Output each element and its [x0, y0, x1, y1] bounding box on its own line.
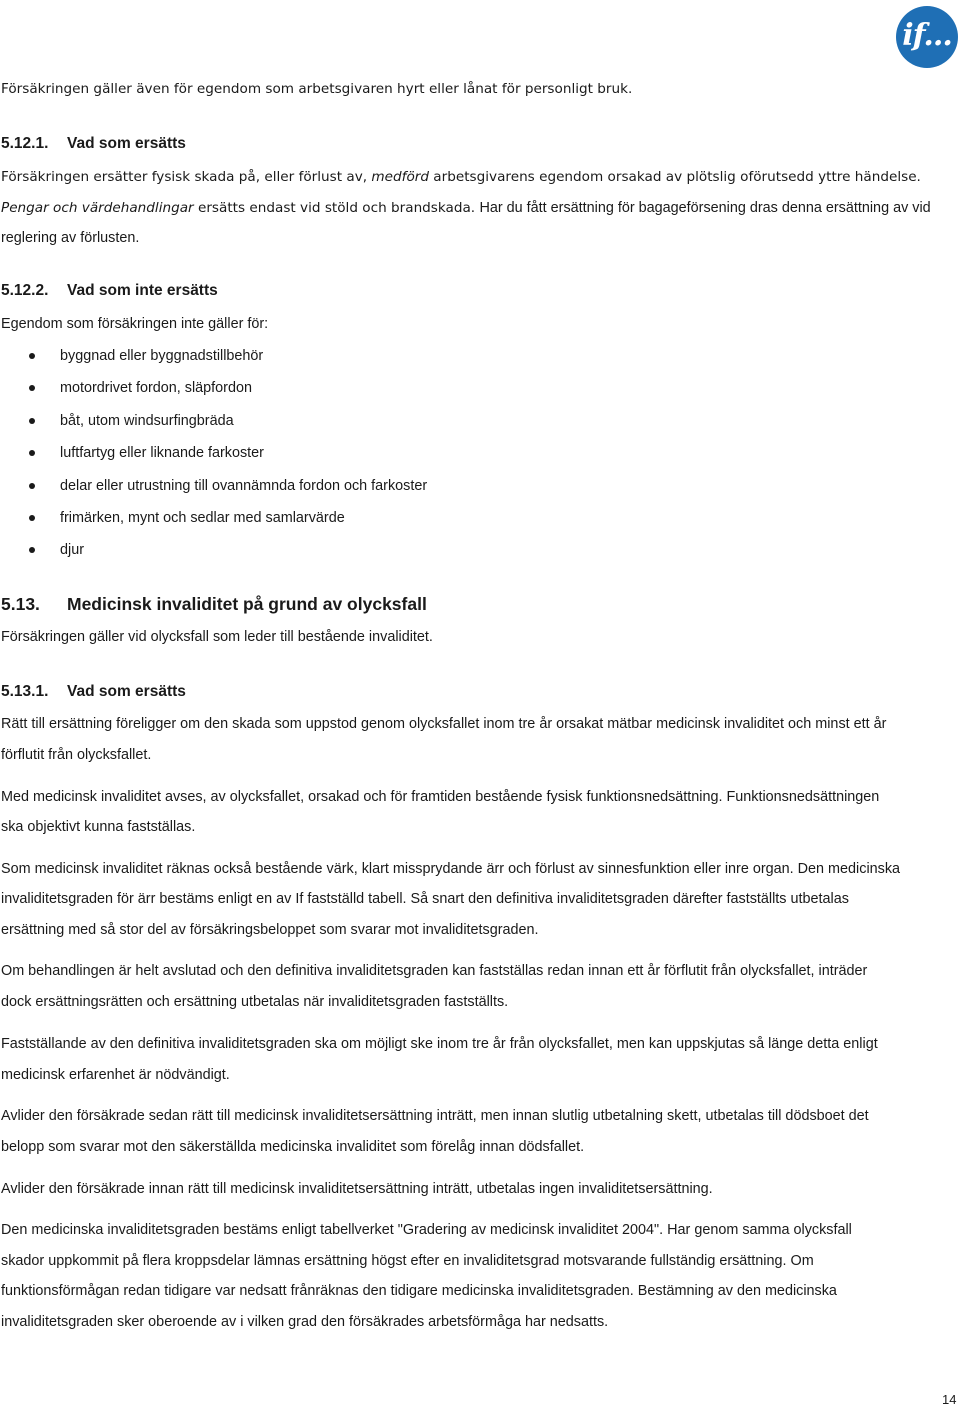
- paragraph-line: Som medicinsk invaliditet räknas också bestående värk, klart missprydande ärr och förlust av sinnesfunktion eller inre organ. Den medicinska: [1, 861, 901, 877]
- paragraph-line: ska objektivt kunna fastställas.: [1, 819, 196, 835]
- paragraph-line: funktionsförmågan redan tidigare var nedsatt frånräknas den tidigare medicinska invaliditetsgraden. Bestämning av den medicinska: [1, 1283, 837, 1299]
- paragraph-line: [1, 199, 931, 217]
- section-number: 5.13.: [1, 594, 40, 614]
- paragraph-line: belopp som svarar mot den säkerställda medicinska invaliditet som förelåg innan dödsfallet.: [1, 1139, 585, 1155]
- paragraph-line: ersättning med så stor del av försäkringsbeloppet som svarar mot invaliditetsgraden.: [1, 922, 539, 938]
- list-item-text: båt, utom windsurfingbräda: [60, 413, 234, 429]
- paragraph-line: [1, 168, 921, 186]
- paragraph-line: förflutit från olycksfallet.: [1, 747, 152, 763]
- section-5-12-1-heading: [1, 134, 186, 154]
- paragraph-line: Försäkringen gäller vid olycksfall som leder till bestående invaliditet.: [1, 629, 433, 645]
- section-title: Vad som ersätts: [67, 135, 186, 152]
- list-item-text: djur: [60, 542, 84, 558]
- paragraph-line: dock ersättningsrätten och ersättning utbetalas när invaliditetsgraden fastställts.: [1, 994, 509, 1010]
- bullet-icon: [29, 547, 35, 553]
- intro-text: Försäkringen gäller även för egendom som arbetsgivaren hyrt eller lånat för personligt bruk.: [1, 81, 633, 97]
- paragraph-line: Med medicinsk invaliditet avses, av olycksfallet, orsakad och för framtiden bestående fysisk funktionsnedsättning. Funktionsnedsättningen: [1, 789, 880, 805]
- section-number: 5.13.1.: [1, 683, 49, 700]
- list-item-text: motordrivet fordon, släpfordon: [60, 380, 252, 396]
- list-item-text: byggnad eller byggnadstillbehör: [60, 348, 264, 364]
- bullet-icon: [29, 450, 35, 456]
- list-intro: Egendom som försäkringen inte gäller för:: [1, 316, 269, 332]
- italic-text: medförd: [371, 169, 429, 185]
- paragraph-line: Om behandlingen är helt avslutad och den definitiva invaliditetsgraden kan fastställas redan innan ett år förflutit från olycksfallet, inträder: [1, 963, 868, 979]
- list-item-text: frimärken, mynt och sedlar med samlarvärde: [60, 510, 345, 526]
- paragraph-line: Rätt till ersättning föreligger om den skada som uppstod genom olycksfallet inom tre år orsakat mätbar medicinsk invaliditet och minst ett år: [1, 716, 887, 732]
- list-item-text: delar eller utrustning till ovannämnda fordon och farkoster: [60, 478, 428, 494]
- section-5-13-heading: [1, 594, 427, 614]
- text-run: Har du fått ersättning för bagageförsening dras denna ersättning av vid: [479, 200, 931, 216]
- section-title: Medicinsk invaliditet på grund av olycksfall: [67, 594, 427, 614]
- paragraph-line: Avlider den försäkrade sedan rätt till medicinsk invaliditetsersättning inträtt, men innan slutlig utbetalning skett, utbetalas till dödsboet det: [1, 1108, 869, 1124]
- bullet-icon: [29, 515, 35, 521]
- section-title: Vad som inte ersätts: [67, 282, 218, 299]
- bullet-icon: [29, 418, 35, 424]
- paragraph-line: invaliditetsgraden sker oberoende av i vilken grad den försäkrades arbetsförmåga har nedsatts.: [1, 1314, 609, 1330]
- paragraph-line: Avlider den försäkrade innan rätt till medicinsk invaliditetsersättning inträtt, utbetalas ingen invaliditetsersättning.: [1, 1181, 713, 1197]
- paragraph-line: Fastställande av den definitiva invaliditetsgraden ska om möjligt ske inom tre år från olycksfallet, men kan uppskjutas så länge detta enligt: [1, 1036, 878, 1052]
- italic-text: Pengar och värdehandlingar: [1, 200, 194, 216]
- bullet-icon: [29, 483, 35, 489]
- text-run: arbetsgivarens egendom orsakad av plötslig oförutsedd yttre händelse.: [428, 169, 921, 185]
- paragraph-line: Den medicinska invaliditetsgraden bestäms enligt tabellverket "Gradering av medicinsk invaliditet 2004". Har genom samma olycksfall: [1, 1222, 852, 1238]
- section-5-13-1-heading: [1, 682, 186, 702]
- list-item-text: luftfartyg eller liknande farkoster: [60, 445, 264, 461]
- if-logo: [896, 6, 958, 68]
- paragraph-line: skador uppkommit på flera kroppsdelar lämnas ersättning högst efter en invaliditetsgrad motsvarande fullständig ersättning. Om: [1, 1253, 814, 1269]
- text-run: Försäkringen ersätter fysisk skada på, eller förlust av,: [1, 169, 372, 185]
- section-5-12-2-heading: [1, 281, 218, 301]
- page-number: 14: [942, 1392, 957, 1407]
- section-title: Vad som ersätts: [67, 683, 186, 700]
- section-number: 5.12.2.: [1, 282, 49, 299]
- text-run: ersätts endast vid stöld och brandskada.: [193, 200, 480, 216]
- section-number: 5.12.1.: [1, 135, 49, 152]
- paragraph-line: medicinsk erfarenhet är nödvändigt.: [1, 1067, 230, 1083]
- paragraph-line: reglering av förlusten.: [1, 230, 140, 246]
- paragraph-line: invaliditetsgraden för ärr bestäms enligt en av If fastställd tabell. Så snart den definitiva invaliditetsgraden därefter fastställts utbetalas: [1, 891, 849, 907]
- bullet-icon: [29, 385, 35, 391]
- bullet-icon: [29, 353, 35, 359]
- logo-text: if...: [902, 17, 952, 53]
